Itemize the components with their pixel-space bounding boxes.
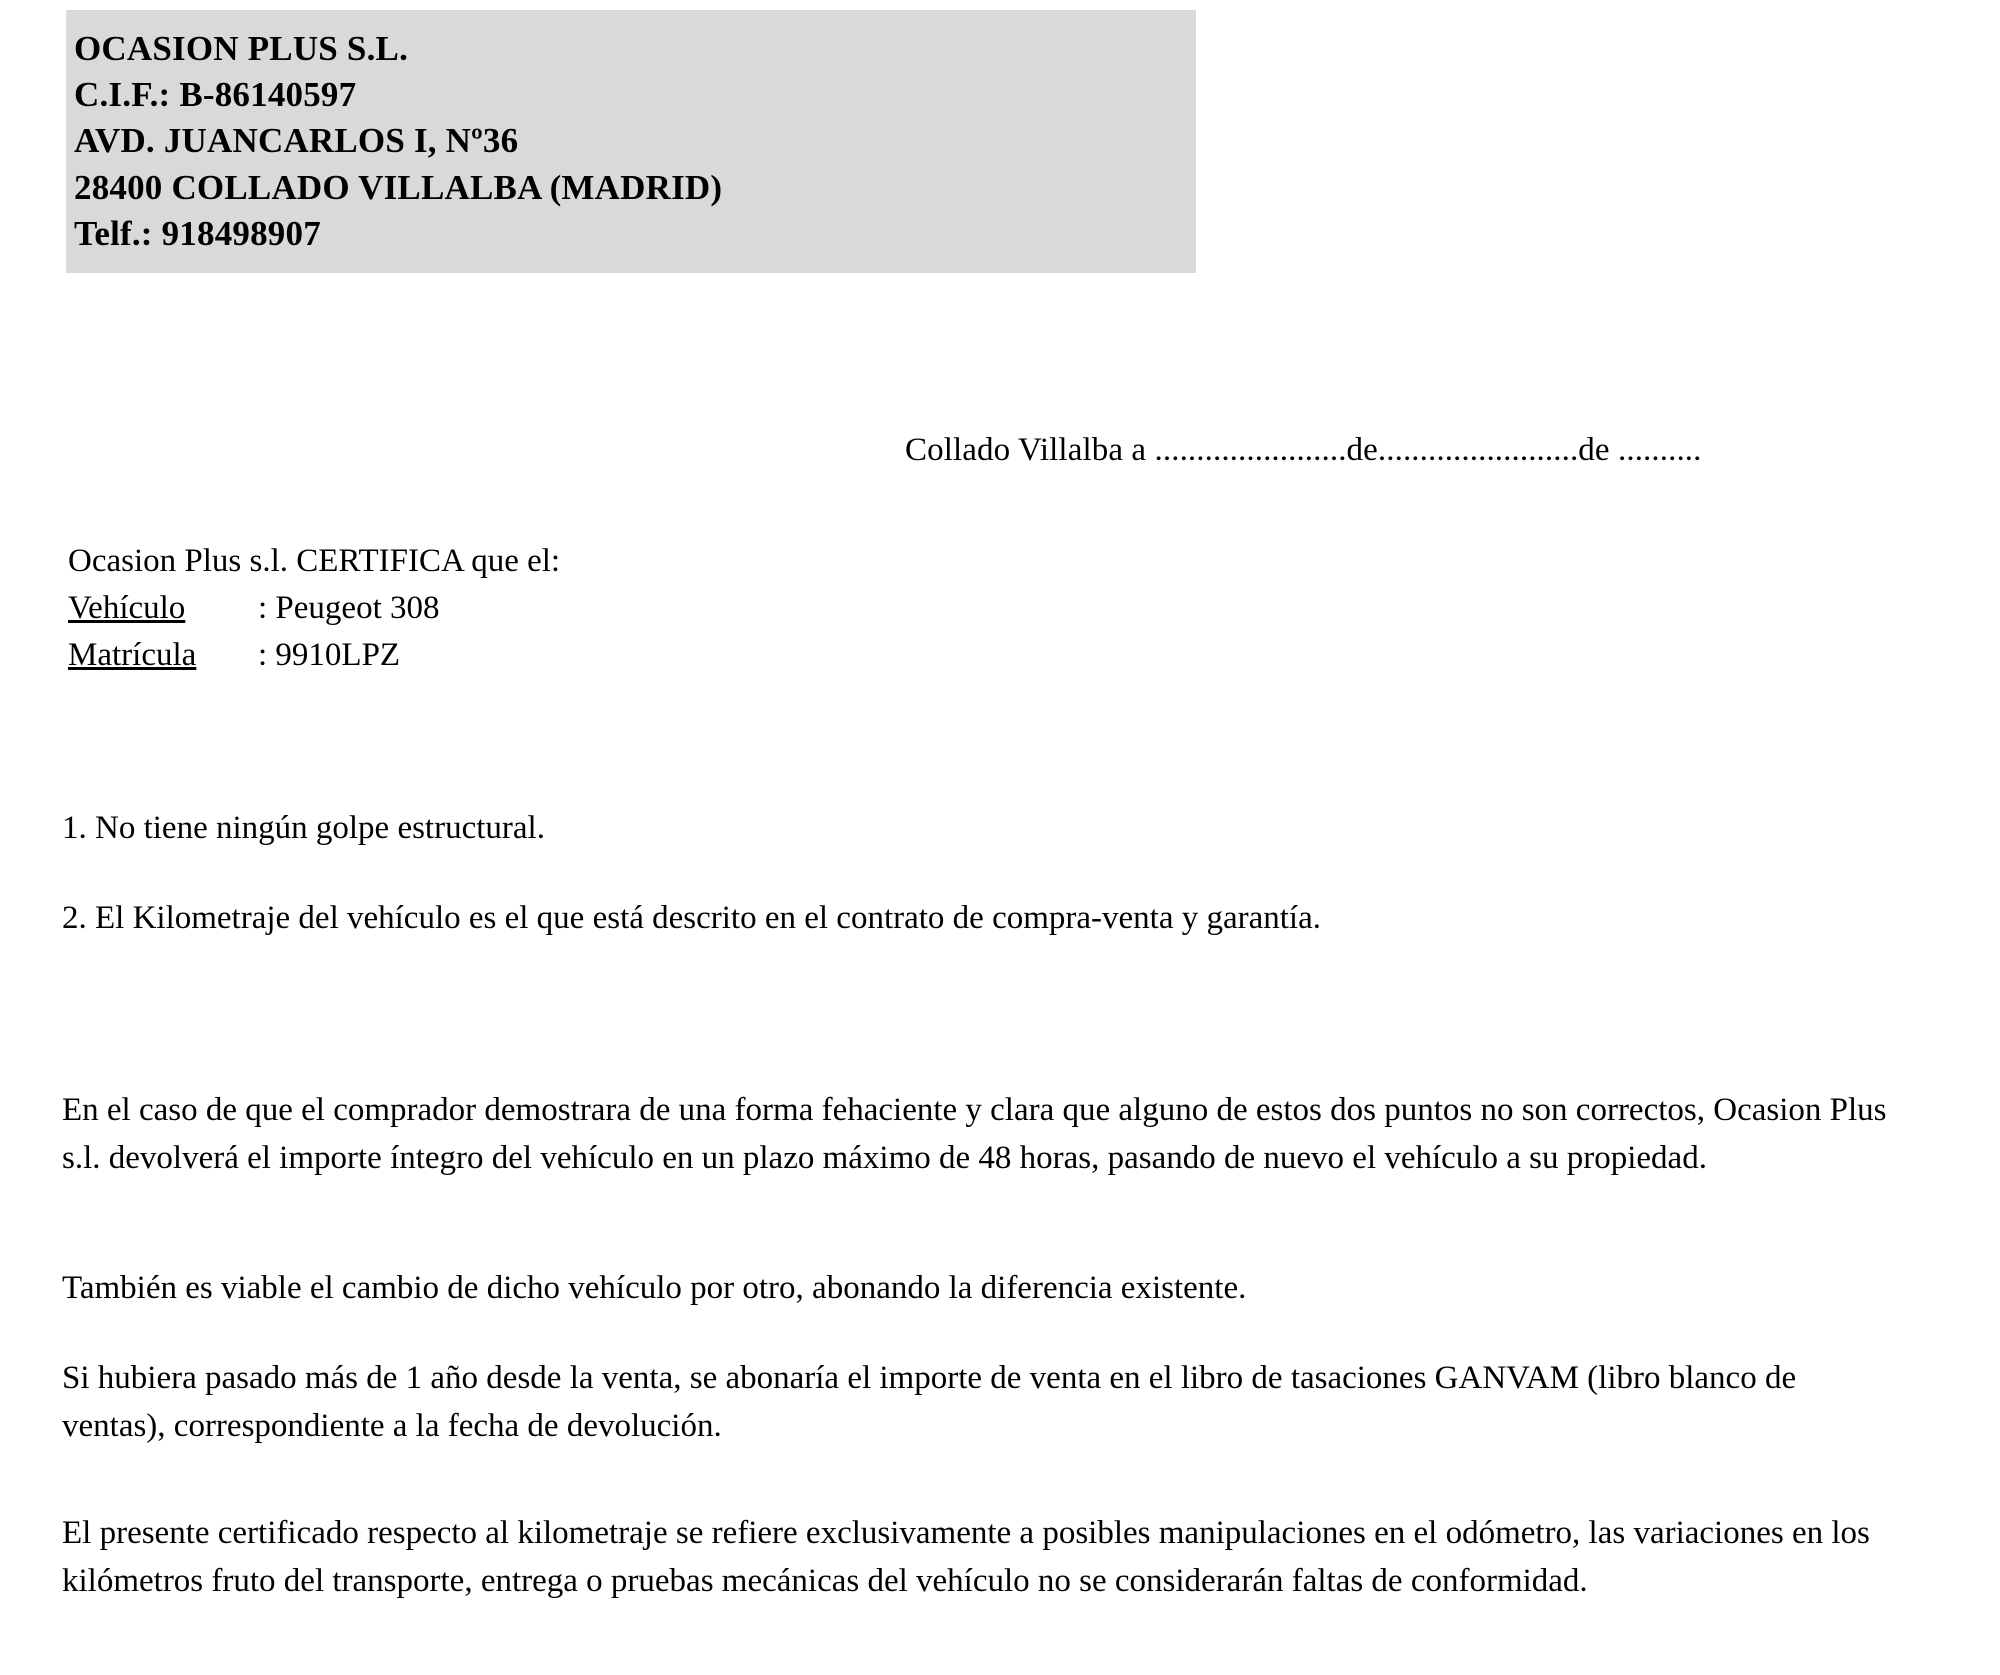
body-paragraph-1: En el caso de que el comprador demostrara de una forma fehaciente y clara que alguno de estos dos puntos no son correctos, Ocasion Plus s.l. devolverá el importe íntegro del vehículo en un plazo máximo de 48 horas, pasando de nuevo el vehículo a su propiedad.	[62, 1092, 1887, 1176]
body-paragraph-4: El presente certificado respecto al kilometraje se refiere exclusivamente a posibles manipulaciones en el odómetro, las variaciones en los kilómetros fruto del transporte, entrega o pruebas mecánicas del vehículo no se considerarán faltas de conformidad.	[62, 1515, 1870, 1599]
plate-value: : 9910LPZ	[258, 636, 401, 673]
company-cif: C.I.F.: B-86140597	[74, 75, 357, 115]
vehicle-row	[68, 585, 560, 632]
certify-block	[68, 538, 560, 679]
plate-label: Matrícula	[68, 636, 197, 673]
company-phone: Telf.: 918498907	[74, 213, 321, 253]
vehicle-value: : Peugeot 308	[258, 589, 440, 626]
date-line: Collado Villalba a .......................de........................de ..........	[905, 432, 1702, 468]
certified-point-1: 1. No tiene ningún golpe estructural.	[62, 810, 545, 846]
certify-intro: Ocasion Plus s.l. CERTIFICA que el:	[68, 543, 561, 579]
letterhead-block	[66, 10, 1196, 273]
company-address: AVD. JUANCARLOS I, Nº36	[74, 121, 519, 161]
plate-row	[68, 632, 560, 679]
body-paragraph-2: También es viable el cambio de dicho vehículo por otro, abonando la diferencia existente.	[62, 1270, 1247, 1306]
company-name: OCASION PLUS S.L.	[74, 29, 409, 68]
body-paragraph-3: Si hubiera pasado más de 1 año desde la venta, se abonaría el importe de venta en el libro de tasaciones GANVAM (libro blanco de ventas), correspondiente a la fecha de devolución.	[62, 1360, 1797, 1444]
certified-point-2: 2. El Kilometraje del vehículo es el que está descrito en el contrato de compra-venta y garantía.	[62, 900, 1321, 936]
company-city: 28400 COLLADO VILLALBA (MADRID)	[74, 167, 723, 207]
vehicle-label: Vehículo	[68, 589, 186, 626]
